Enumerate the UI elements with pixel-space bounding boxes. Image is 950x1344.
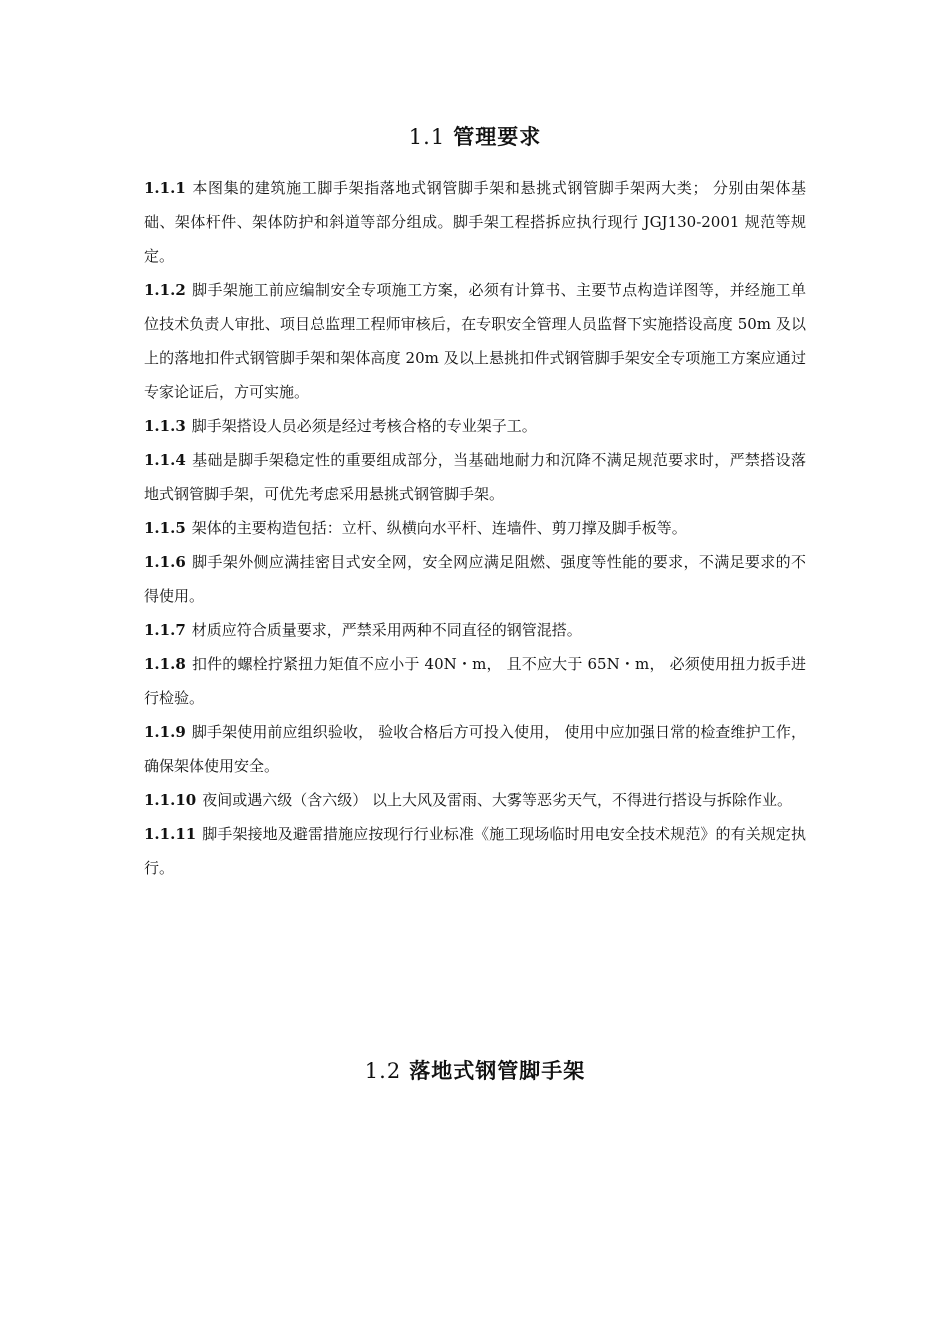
item-text: 脚手架施工前应编制安全专项施工方案，必须有计算书、主要节点构造详图等，并经施工单位技术负责人审批、项目总监理工程师审核后，在专职安全管理人员监督下实施搭设高度 50m 及以上的落地扣件式钢管脚手架和架体高度 20m 及以上悬挑扣件式钢管脚手架安全专项施工方案应通过专家论证后，方可实施。 (144, 281, 806, 401)
section-heading-1-1 (0, 121, 950, 151)
item-text: 夜间或遇六级（含六级） 以上大风及雷雨、大雾等恶劣天气，不得进行搭设与拆除作业。 (202, 791, 792, 809)
list-item (144, 273, 806, 409)
item-text: 脚手架接地及避雷措施应按现行行业标准《施工现场临时用电安全技术规范》的有关规定执行。 (144, 825, 806, 877)
item-number: 1.1.6 (144, 553, 186, 571)
list-item (144, 171, 806, 273)
item-text: 材质应符合质量要求，严禁采用两种不同直径的钢管混搭。 (191, 621, 582, 639)
list-item (144, 443, 806, 511)
item-number: 1.1.1 (144, 179, 186, 197)
item-text: 脚手架搭设人员必须是经过考核合格的专业架子工。 (191, 417, 537, 435)
item-number: 1.1.5 (144, 519, 186, 537)
item-text: 脚手架使用前应组织验收， 验收合格后方可投入使用， 使用中应加强日常的检查维护工作，确保架体使用安全。 (144, 723, 806, 775)
section-number: 1.2 (364, 1059, 402, 1083)
list-item (144, 817, 806, 885)
section-heading-1-2 (0, 1055, 950, 1085)
item-text: 架体的主要构造包括：立杆、纵横向水平杆、连墙件、剪刀撑及脚手板等。 (191, 519, 687, 537)
item-number: 1.1.7 (144, 621, 186, 639)
requirements-list (144, 171, 806, 885)
item-text: 扣件的螺栓拧紧扭力矩值不应小于 40N・m， 且不应大于 65N・m， 必须使用扭力扳手进行检验。 (144, 655, 806, 707)
item-number: 1.1.8 (144, 655, 186, 673)
item-number: 1.1.9 (144, 723, 186, 741)
item-number: 1.1.10 (144, 791, 197, 809)
list-item (144, 511, 806, 545)
item-text: 基础是脚手架稳定性的重要组成部分，当基础地耐力和沉降不满足规范要求时，严禁搭设落地式钢管脚手架，可优先考虑采用悬挑式钢管脚手架。 (144, 451, 806, 503)
section-title: 管理要求 (453, 124, 542, 149)
list-item (144, 783, 806, 817)
list-item (144, 715, 806, 783)
item-number: 1.1.3 (144, 417, 186, 435)
item-number: 1.1.2 (144, 281, 186, 299)
item-number: 1.1.4 (144, 451, 186, 469)
list-item (144, 613, 806, 647)
item-text: 本图集的建筑施工脚手架指落地式钢管脚手架和悬挑式钢管脚手架两大类； 分别由架体基础、架体杆件、架体防护和斜道等部分组成。脚手架工程搭拆应执行现行 JGJ130-2001 规范等规定。 (144, 179, 806, 265)
item-text: 脚手架外侧应满挂密目式安全网，安全网应满足阻燃、强度等性能的要求，不满足要求的不得使用。 (144, 553, 806, 605)
section-number: 1.1 (408, 125, 446, 149)
list-item (144, 647, 806, 715)
item-number: 1.1.11 (144, 825, 197, 843)
list-item (144, 545, 806, 613)
list-item (144, 409, 806, 443)
section-title: 落地式钢管脚手架 (409, 1058, 586, 1083)
